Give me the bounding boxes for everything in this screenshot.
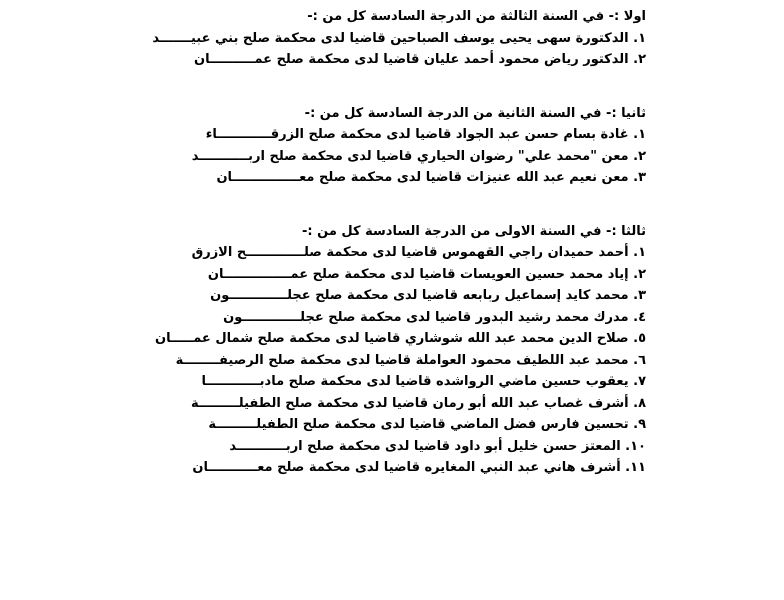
appointment-list: [26, 242, 646, 479]
list-item: ١١. أشرف هاني عبد النبي المغايره قاضيا لدى محكمة صلح معـــــــــــان: [192, 460, 646, 475]
section-heading: اولا :- في السنة الثالثة من الدرجة السادسة كل من :-: [307, 9, 646, 24]
list-item: ١٠. المعتز حسن خليل أبو داود قاضيا لدى محكمة صلح اربـــــــــــد: [229, 438, 646, 454]
list-item: ٩. تحسين فارس فضل الماضي قاضيا لدى محكمة صلح الطفيلـــــــــة: [208, 417, 646, 432]
list-item: ٢. معن "محمد علي" رضوان الحياري قاضيا لدى محكمة صلح اربـــــــــــد: [191, 148, 646, 164]
list-item: ٨. أشرف غصاب عبد الله أبو رمان قاضيا لدى محكمة صلح الطفيلـــــــــة: [190, 395, 646, 411]
appointment-list: [26, 28, 646, 71]
section-heading: ثانيا :- في السنة الثانية من الدرجة السادسة كل من :-: [304, 105, 646, 121]
list-item: ٦. محمد عبد اللطيف محمود العواملة قاضيا لدى محكمة صلح الرصيفــــــــة: [175, 352, 646, 368]
section-second: [26, 103, 646, 189]
list-item: ١. أحمد حميدان راجي القهموس قاضيا لدى محكمة صلـــــــــــــح الازرق: [191, 245, 646, 260]
list-item: ١. الدكتورة سهى يحيى يوسف الصباحين قاضيا لدى محكمة صلح بني عبيـــــــد: [152, 30, 646, 46]
list-item: ٢. إياد محمد حسين العويسات قاضيا لدى محكمة صلح عمـــــــــــــــان: [207, 266, 646, 282]
list-item: ١. غادة بسام حسن عبد الجواد قاضيا لدى محكمة صلح الزرقــــــــــــاء: [205, 127, 646, 142]
section-heading: ثالثا :- في السنة الاولى من الدرجة السادسة كل من :-: [302, 223, 646, 239]
list-item: ٧. يعقوب حسين ماضي الرواشده قاضيا لدى محكمة صلح مادبــــــــــــا: [201, 374, 646, 389]
list-item: ٥. صلاح الدين محمد عبد الله شوشاري قاضيا لدى محكمة صلح شمال عمـــــان: [155, 331, 646, 346]
list-item: ٤. مدرك محمد رشيد البدور قاضيا لدى محكمة صلح عجلـــــــــــــون: [223, 309, 646, 325]
section-first: [26, 6, 646, 71]
section-third: [26, 221, 646, 479]
list-item: ٣. محمد كايد إسماعيل ربابعه قاضيا لدى محكمة صلح عجلـــــــــــــون: [210, 288, 646, 303]
list-item: ٣. معن نعيم عبد الله عنيزات قاضيا لدى محكمة صلح معـــــــــــــــان: [216, 170, 646, 185]
appointment-list: [26, 124, 646, 189]
document-body: [26, 6, 646, 479]
list-item: ٢. الدكتور رياض محمود أحمد عليان قاضيا لدى محكمة صلح عمــــــــــان: [194, 52, 646, 67]
